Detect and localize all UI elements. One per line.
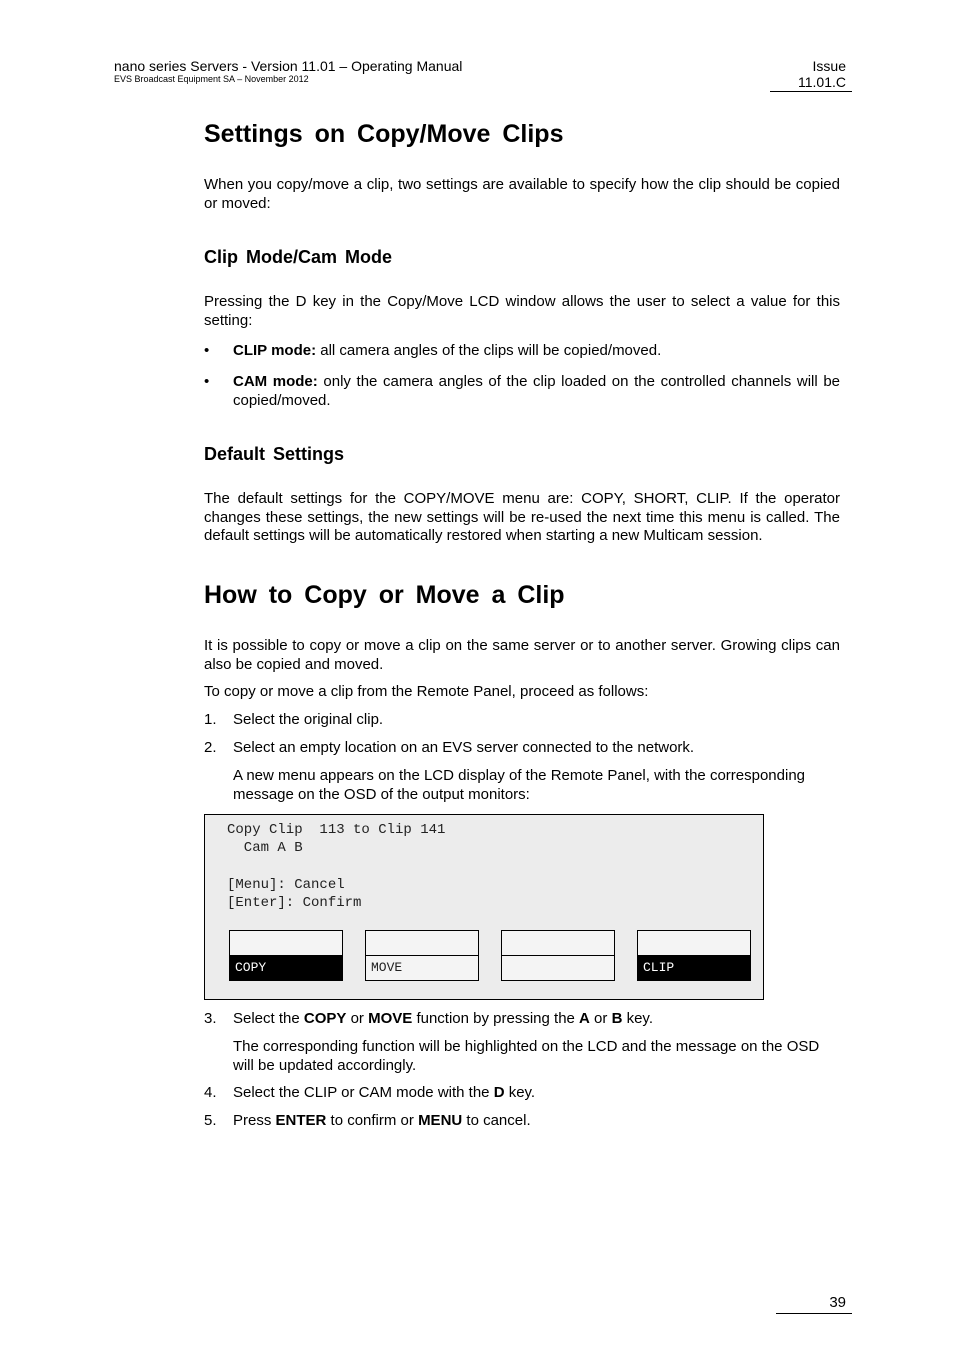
bullet-term: CAM mode: <box>233 373 318 390</box>
lcd-key-label <box>502 956 614 980</box>
step-3-note: The corresponding function will be highlighted on the LCD and the message on the OSD will be updated accordingly. <box>233 1038 820 1074</box>
step-number: 2. <box>204 739 217 756</box>
lcd-line-2: Cam A B <box>227 840 303 856</box>
lcd-key-label: COPY <box>230 956 342 980</box>
step-2-note: A new menu appears on the LCD display of the Remote Panel, with the corresponding message on the OSD of the output monitors: <box>233 767 806 803</box>
subsection-title-default-settings: Default Settings <box>204 444 345 464</box>
clip-mode-para: Pressing the D key in the Copy/Move LCD window allows the user to select a value for this setting: <box>204 293 840 329</box>
lcd-key-label: MOVE <box>371 960 403 975</box>
how-to-para-1: It is possible to copy or move a clip on the same server or to another server. Growing clips can also be copied and moved. <box>204 637 840 673</box>
step-text: Select the original clip. <box>233 711 384 728</box>
step-text: Select the CLIP or CAM mode with the D key. <box>233 1084 536 1101</box>
lcd-key-move <box>365 930 479 981</box>
step-text: Press ENTER to confirm or MENU to cancel. <box>233 1112 531 1129</box>
list-item <box>204 373 840 413</box>
step-4 <box>204 1084 840 1104</box>
header-rule <box>770 91 852 92</box>
step-number: 3. <box>204 1010 217 1027</box>
lcd-line-3: [Menu]: Cancel <box>227 877 345 893</box>
step-3 <box>204 1010 840 1030</box>
step-number: 4. <box>204 1084 217 1101</box>
footer-rule <box>776 1313 852 1314</box>
step-text: Select an empty location on an EVS server connected to the network. <box>233 739 695 756</box>
page-number: 39 <box>829 1294 846 1311</box>
lcd-line-4: [Enter]: Confirm <box>227 895 362 911</box>
bullet-icon: • <box>204 373 210 390</box>
default-settings-para: The default settings for the COPY/MOVE menu are: COPY, SHORT, CLIP. If the operator changes these settings, the new settings will be re-used the next time this menu is called. The default settings will be automatically restored when starting a new Multicam session. <box>204 490 840 544</box>
section-title-settings: Settings on Copy/Move Clips <box>204 120 564 148</box>
bullet-text: all camera angles of the clips will be copied/moved. <box>316 342 662 359</box>
issue-label: Issue <box>812 58 846 74</box>
lcd-key-copy <box>229 930 343 981</box>
bullet-text: only the camera angles of the clip loaded on the controlled channels will be copied/moved. <box>233 373 841 409</box>
section-title-how-to: How to Copy or Move a Clip <box>204 581 565 609</box>
step-number: 5. <box>204 1112 217 1129</box>
step-5 <box>204 1112 840 1132</box>
step-number: 1. <box>204 711 217 728</box>
issue-value: 11.01.C <box>798 74 846 90</box>
lcd-key-label: CLIP <box>638 956 750 980</box>
lcd-key-clip <box>637 930 751 981</box>
how-to-para-2: To copy or move a clip from the Remote Panel, proceed as follows: <box>204 683 649 700</box>
lcd-key-empty <box>501 930 615 981</box>
bullet-term: CLIP mode: <box>233 342 317 359</box>
lcd-line-1: Copy Clip 113 to Clip 141 <box>227 822 446 838</box>
header-title: nano series Servers - Version 11.01 – Operating Manual <box>114 58 463 74</box>
list-item <box>204 342 840 362</box>
header-subtitle: EVS Broadcast Equipment SA – November 2012 <box>114 74 309 84</box>
step-1 <box>204 711 840 731</box>
lcd-display <box>204 814 764 1000</box>
settings-intro: When you copy/move a clip, two settings are available to specify how the clip should be copied or moved: <box>204 176 840 212</box>
bullet-icon: • <box>204 342 210 359</box>
step-2 <box>204 739 840 759</box>
step-text: Select the COPY or MOVE function by pressing the A or B key. <box>233 1010 653 1027</box>
subsection-title-clip-mode: Clip Mode/Cam Mode <box>204 247 393 267</box>
